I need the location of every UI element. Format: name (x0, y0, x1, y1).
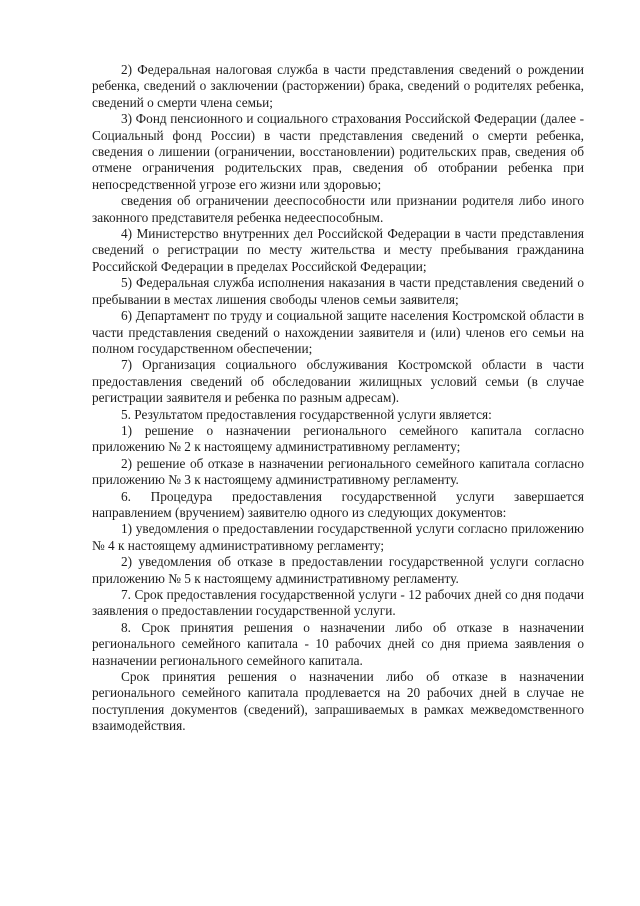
paragraph-social-fund: 3) Фонд пенсионного и социального страхования Российской Федерации (далее - Социальный фонд России) в части представления сведений о смерти ребенка, сведения о лишении (ограничении, восстановлении) родительских прав, сведения об отмене ограничения родительских прав, сведения об отобрании ребенка при непосредственной угрозе его жизни или здоровью; (92, 111, 584, 192)
paragraph-interior-ministry: 4) Министерство внутренних дел Российской Федерации в части представления сведений о регистрации по месту жительства и месту пребывания гражданина Российской Федерации в пределах Российской Федерации; (92, 226, 584, 274)
paragraph-procedure-completion: 6. Процедура предоставления государственной услуги завершается направлением (вручением) заявителю одного из следующих документов: (92, 488, 584, 520)
paragraph-social-organization: 7) Организация социального обслуживания Костромской области в части предоставления сведений об обследовании жилищных условий семьи (в случае регистрации заявителя и ребенка по разным адресам). (92, 357, 584, 406)
paragraph-result-decision-refusal: 2) решение об отказе в назначении регионального семейного капитала согласно приложению № 3 к настоящему административному регламенту. (92, 455, 584, 488)
paragraph-decision-term: 8. Срок принятия решения о назначении либо об отказе в назначении регионального семейного капитала - 10 рабочих дней со дня приема заявления о назначении регионального семейного капитала. (92, 619, 584, 668)
paragraph-penitentiary-service: 5) Федеральная служба исполнения наказания в части представления сведений о пребывании в местах лишения свободы членов семьи заявителя; (92, 275, 584, 307)
paragraph-service-term: 7. Срок предоставления государственной услуги - 12 рабочих дней со дня подачи заявления о предоставлении государственной услуги. (92, 587, 584, 619)
paragraph-legal-capacity: сведения об ограничении дееспособности или признании родителя либо иного законного представителя ребенка недееспособным. (92, 193, 584, 225)
paragraph-service-result: 5. Результатом предоставления государственной услуги является: (121, 406, 492, 422)
paragraph-labor-department: 6) Департамент по труду и социальной защите населения Костромской области в части представления сведений о нахождении заявителя и (или) членов его семьи на полном государственном обеспечении; (92, 308, 584, 356)
paragraph-term-extension: Срок принятия решения о назначении либо об отказе в назначении регионального семейного капитала продлевается на 20 рабочих дней в случае не поступления документов (сведений), запрашиваемых в рамках межведомственного взаимодействия. (92, 669, 584, 734)
paragraph-result-decision-grant: 1) решение о назначении регионального семейного капитала согласно приложению № 2 к настоящему административному регламенту; (92, 422, 584, 455)
document-body (92, 62, 584, 735)
paragraph-notice-grant: 1) уведомления о предоставлении государственной услуги согласно приложению № 4 к настоящему административному регламенту; (92, 521, 584, 553)
paragraph-tax-service: 2) Федеральная налоговая служба в части представления сведений о рождении ребенка, сведений о заключении (расторжении) брака, сведений о родителях ребенка, сведений о смерти члена семьи; (92, 62, 584, 110)
paragraph-notice-refusal: 2) уведомления об отказе в предоставлении государственной услуги согласно приложению № 5 к настоящему административному регламенту. (92, 554, 584, 586)
